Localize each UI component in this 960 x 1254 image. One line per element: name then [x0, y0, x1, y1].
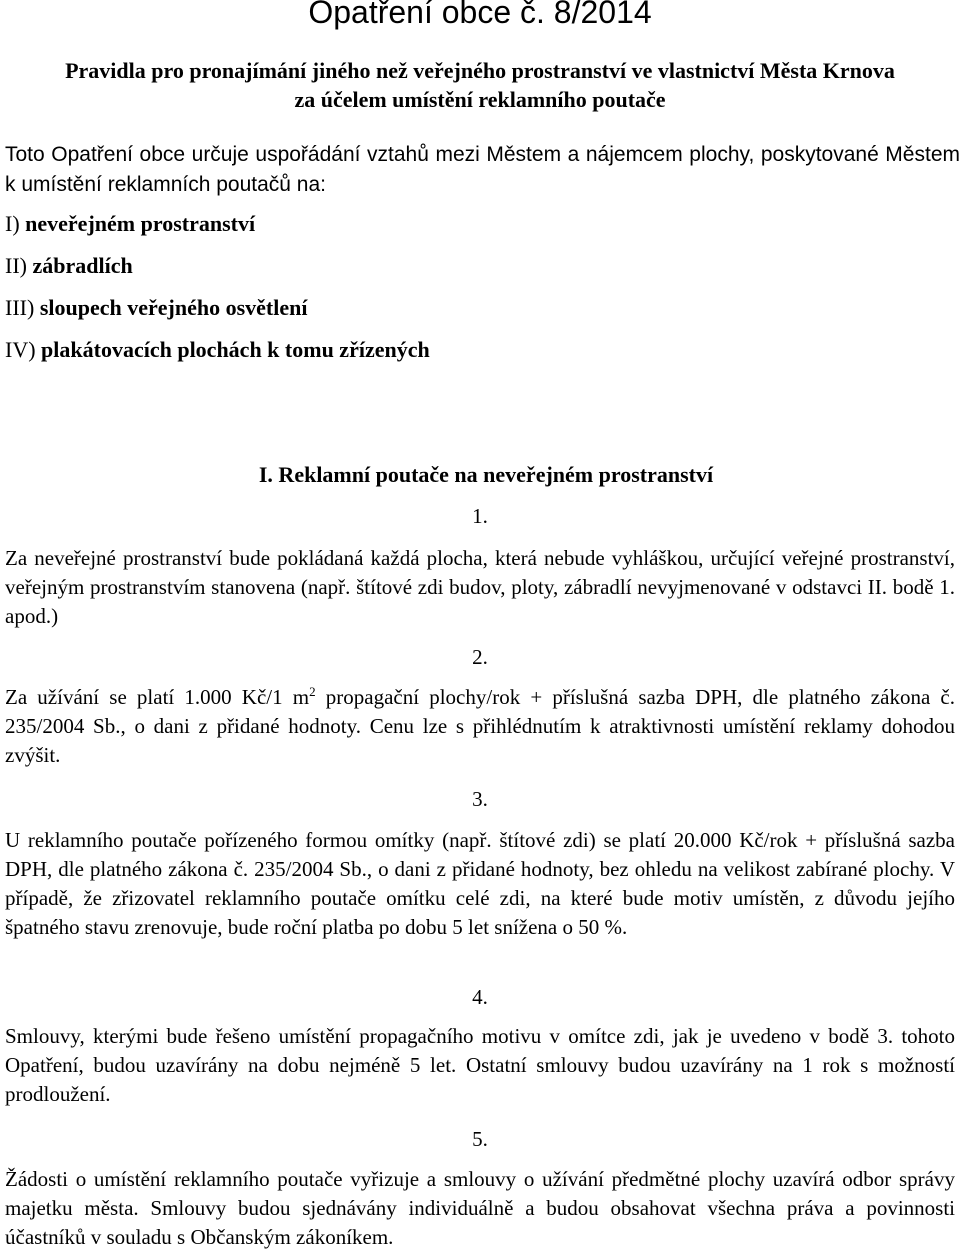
paragraph-number: 2. [472, 645, 488, 669]
paragraph-number: 1. [472, 504, 488, 528]
list-item-number: II) [5, 253, 27, 278]
paragraph-text [5, 683, 955, 770]
placement-list [5, 209, 905, 377]
intro-paragraph: Toto Opatření obce určuje uspořádání vztahů mezi Městem a nájemcem plochy, poskytované Městem k umístění reklamních poutačů na: [5, 143, 960, 196]
list-item-text: plakátovacích plochách k tomu zřízených [41, 337, 430, 362]
paragraph-text: Žádosti o umístění reklamního poutače vyřizuje a smlouvy o užívání předmětné plochy uzavírá odbor správy majetku města. Smlouvy budou sjednávány individuálně a budou obsahovat všechna práva a povinnosti účastníků v souladu s Občanským zákoníkem. [5, 1167, 955, 1249]
list-item-text: zábradlích [32, 253, 133, 278]
list-item-number: IV) [5, 337, 36, 362]
list-item-number: I) [5, 211, 20, 236]
paragraph-text-part: propagační plochy/rok + příslušná sazba DPH, dle platného zákona č. 235/2004 Sb., o dani z přidané hodnoty. Cenu lze s přihlédnutím k atraktivnosti umístění reklamy dohodou zvýšit. [5, 685, 955, 767]
superscript: 2 [309, 684, 316, 699]
paragraph-number: 5. [472, 1127, 488, 1151]
list-item [5, 293, 905, 335]
list-item [5, 251, 905, 293]
document-title: Opatření obce č. 8/2014 [308, 0, 652, 30]
list-item [5, 335, 905, 377]
paragraph-number: 3. [472, 787, 488, 811]
list-item [5, 209, 905, 251]
paragraph-text: U reklamního poutače pořízeného formou omítky (např. štítové zdi) se platí 20.000 Kč/rok + příslušná sazba DPH, dle platného zákona č. 235/2004 Sb., o dani z přidané hodnoty, bez ohledu na velikost zabírané plochy. V případě, že zřizovatel reklamního poutače omítku celé zdi, na které bude motiv umístěn, z důvodu jejího špatného stavu zrenovuje, bude roční platba po dobu 5 let snížena o 50 %. [5, 828, 955, 939]
list-item-text: neveřejném prostranství [25, 211, 256, 236]
document-subtitle [0, 56, 960, 114]
paragraph-text: Smlouvy, kterými bude řešeno umístění propagačního motivu v omítce zdi, jak je uvedeno v bodě 3. tohoto Opatření, budou uzavírány na dobu nejméně 5 let. Ostatní smlouvy budou uzavírány na 1 rok s možností prodloužení. [5, 1024, 955, 1106]
list-item-number: III) [5, 295, 35, 320]
paragraph-text: Za neveřejné prostranství bude pokládaná každá plocha, která nebude vyhláškou, určující veřejné prostranství, veřejným prostranstvím stanovena (např. štítové zdi budov, ploty, zábradlí nevyjmenované v odstavci II. bodě 1. apod.) [5, 546, 955, 628]
list-item-text: sloupech veřejného osvětlení [39, 295, 308, 320]
paragraph-number: 4. [472, 985, 488, 1009]
section-heading: I. Reklamní poutače na neveřejném prostranství [258, 462, 714, 487]
paragraph-text-part: Za užívání se platí 1.000 Kč/1 m [5, 685, 310, 709]
subtitle-line-1: Pravidla pro pronajímání jiného než veřejného prostranství ve vlastnictví Města Krnova [65, 58, 895, 83]
subtitle-line-2: za účelem umístění reklamního poutače [294, 87, 666, 112]
